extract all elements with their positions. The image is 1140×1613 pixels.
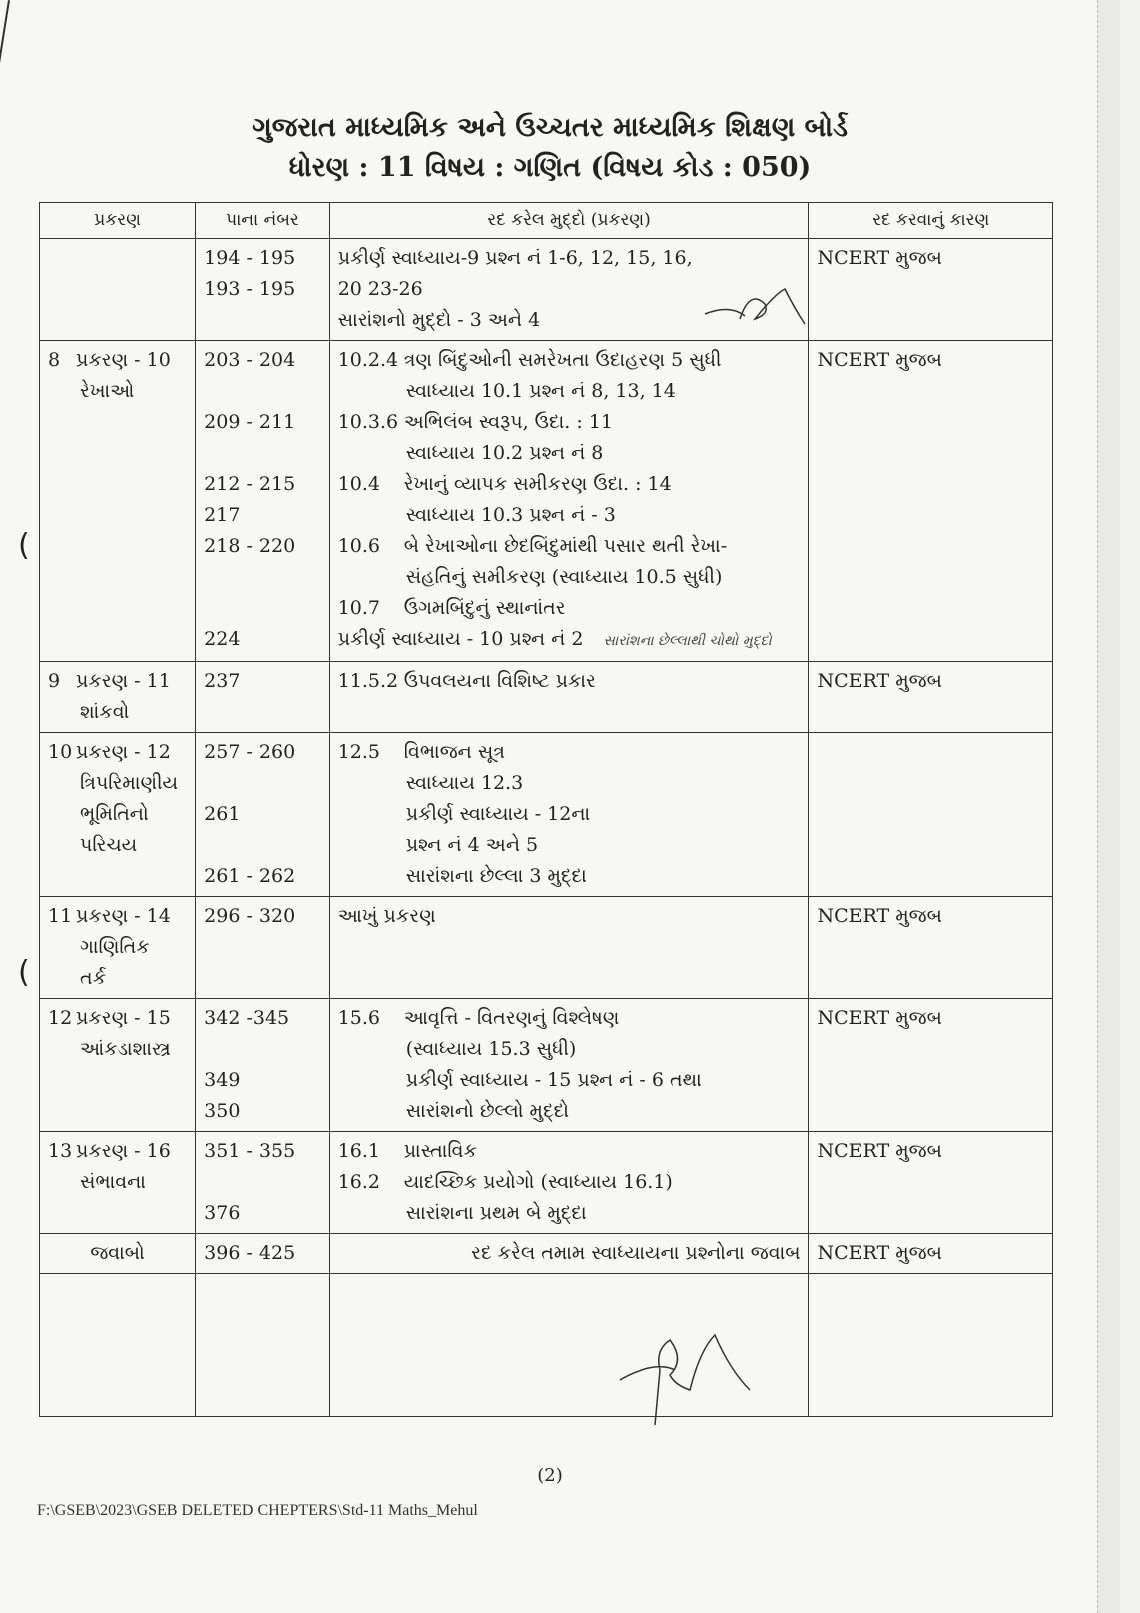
col-header-page-number: પાના નંબર xyxy=(196,203,330,239)
topic-text: સારાંશના પ્રથમ બે મુદ્દા xyxy=(405,1202,587,1224)
section-number: 15.6 xyxy=(337,1007,381,1029)
section-number: 10.3.6 xyxy=(337,411,399,433)
reason-cell: NCERT મુજબ xyxy=(809,341,1053,662)
signature-row xyxy=(40,1274,1053,1417)
chapter-title: પ્રકરણ - 15 xyxy=(76,1007,171,1029)
scan-edge xyxy=(1097,0,1120,1613)
pages-cell xyxy=(196,1132,330,1234)
chapter-name: રેખાઓ xyxy=(80,380,135,402)
col-header-deleted-topic: રદ કરેલ મુદ્દો (પ્રકરણ) xyxy=(329,203,809,239)
topic-line: 20 23-26 xyxy=(337,278,423,300)
page-range: 351 - 355 xyxy=(204,1140,296,1162)
chapter-cell xyxy=(40,662,196,733)
topic-text: સ્વાધ્યાય 10.1 પ્રશ્ન નં 8, 13, 14 xyxy=(405,380,676,402)
topic-text: (સ્વાધ્યાય 15.3 સુધી) xyxy=(405,1038,577,1060)
points-cell xyxy=(329,662,809,733)
topic-text: પ્રકીર્ણ સ્વાધ્યાય - 15 પ્રશ્ન નં - 6 તથા xyxy=(405,1069,702,1091)
punch-hole-mark: ( xyxy=(18,955,30,990)
page-range: 350 xyxy=(204,1100,241,1122)
table-row xyxy=(40,662,1053,733)
points-cell: રદ કરેલ તમામ સ્વાધ્યાયના પ્રશ્નોના જવાબ xyxy=(329,1234,809,1274)
page-range: 349 xyxy=(204,1069,241,1091)
page-range: 218 - 220 xyxy=(204,535,296,557)
chapter-name: તર્ક xyxy=(80,967,107,989)
points-cell xyxy=(329,897,809,999)
topic-text: આખું પ્રકરણ xyxy=(337,905,436,927)
reason-cell: NCERT મુજબ xyxy=(809,662,1053,733)
chapter-name: પરિચય xyxy=(80,834,138,856)
reason-cell: NCERT મુજબ xyxy=(809,999,1053,1132)
pages-cell xyxy=(196,897,330,999)
handwritten-note: સારાંશના છેલ્લાથી ચોથો મુદ્દો xyxy=(603,633,772,649)
page-range: 217 xyxy=(204,504,241,526)
topic-text: પ્રકીર્ણ સ્વાધ્યાય - 10 પ્રશ્ન નં 2 xyxy=(337,628,584,650)
page-range: 261 xyxy=(204,803,241,825)
topic-text: વિભાજન સૂત્ર xyxy=(403,741,505,763)
table-row xyxy=(40,1132,1053,1234)
table-row xyxy=(40,999,1053,1132)
reason-cell xyxy=(809,733,1053,897)
chapter-number: 13 xyxy=(48,1140,73,1162)
topic-text: સંહતિનું સમીકરણ (સ્વાધ્યાય 10.5 સુધી) xyxy=(405,566,723,588)
page-range: 261 - 262 xyxy=(204,865,296,887)
points-cell xyxy=(329,1132,809,1234)
topic-text: આવૃત્તિ - વિતરણનું વિશ્લેષણ xyxy=(403,1007,620,1029)
pages-cell xyxy=(196,341,330,662)
page-range: 342 -345 xyxy=(204,1007,290,1029)
page-range: 296 - 320 xyxy=(204,905,296,927)
chapter-cell xyxy=(40,733,196,897)
chapter-name: ગાણિતિક xyxy=(80,936,150,958)
chapter-name: ત્રિપરિમાણીય xyxy=(80,772,179,794)
chapter-name: સંભાવના xyxy=(80,1171,146,1193)
chapter-title: પ્રકરણ - 16 xyxy=(76,1140,171,1162)
topic-text: પ્રકીર્ણ સ્વાધ્યાય - 12ના xyxy=(405,803,591,825)
reason-cell: NCERT મુજબ xyxy=(809,1132,1053,1234)
topic-text: પ્રાસ્તાવિક xyxy=(403,1140,477,1162)
topic-text: સારાંશનો છેલ્લો મુદ્દો xyxy=(405,1100,569,1122)
page-range: 237 xyxy=(204,670,241,692)
table-header-row xyxy=(40,203,1053,239)
chapter-cell xyxy=(40,239,196,341)
signature-icon xyxy=(615,1330,775,1440)
section-number: 16.2 xyxy=(337,1171,381,1193)
pages-cell xyxy=(196,733,330,897)
chapter-name: આંકડાશાસ્ત્ર xyxy=(80,1038,171,1060)
board-title: ગુજરાત માધ્યમિક અને ઉચ્ચતર માધ્યમિક શિક્ષણ બોર્ડ xyxy=(252,112,848,143)
chapter-number: 11 xyxy=(48,905,73,927)
topic-text: સારાંશના છેલ્લા 3 મુદ્દા xyxy=(405,865,587,887)
pages-cell xyxy=(196,662,330,733)
chapter-name: શાંકવો xyxy=(80,701,130,723)
topic-text: અભિલંબ સ્વરૂપ, ઉદા. : 11 xyxy=(403,411,613,433)
chapter-title: પ્રકરણ - 11 xyxy=(76,670,171,692)
section-number: 11.5.2 xyxy=(337,670,399,692)
table-row xyxy=(40,897,1053,999)
chapter-number: 10 xyxy=(48,741,73,763)
section-number: 10.6 xyxy=(337,535,381,557)
topic-text: સ્વાધ્યાય 12.3 xyxy=(405,772,524,794)
chapter-cell xyxy=(40,1132,196,1234)
signature-icon xyxy=(700,284,810,334)
page-range: 376 xyxy=(204,1202,241,1224)
page-number: (2) xyxy=(537,1465,563,1486)
chapter-cell xyxy=(40,999,196,1132)
section-number: 10.7 xyxy=(337,597,381,619)
topic-text: બે રેખાઓના છેદબિંદુમાંથી પસાર થતી રેખા- xyxy=(403,535,728,557)
table-row xyxy=(40,239,1053,341)
col-header-chapter: પ્રકરણ xyxy=(40,203,196,239)
page-range: 193 - 195 xyxy=(204,278,296,300)
page-range: 194 - 195 xyxy=(204,247,296,269)
points-cell xyxy=(329,733,809,897)
section-number: 10.4 xyxy=(337,473,381,495)
topic-text: પ્રશ્ન નં 4 અને 5 xyxy=(405,834,539,856)
table-row xyxy=(40,1234,1053,1274)
pages-cell xyxy=(196,239,330,341)
reason-cell: NCERT મુજબ xyxy=(809,1234,1053,1274)
topic-text: ઉપવલયના વિશિષ્ટ પ્રકાર xyxy=(403,670,596,692)
section-number: 16.1 xyxy=(337,1140,381,1162)
subject-subtitle: ધોરણ : 11 વિષય : ગણિત (વિષય કોડ : 050) xyxy=(288,152,812,183)
page-range: 257 - 260 xyxy=(204,741,296,763)
topic-text: સ્વાધ્યાય 10.2 પ્રશ્ન નં 8 xyxy=(405,442,604,464)
reason-cell: NCERT મુજબ xyxy=(809,239,1053,341)
table-row xyxy=(40,733,1053,897)
pages-cell xyxy=(196,999,330,1132)
col-header-reason: રદ કરવાનું કારણ xyxy=(809,203,1053,239)
topic-text: ત્રણ બિંદુઓની સમરેખતા ઉદાહરણ 5 સુધી xyxy=(403,349,722,371)
page-range: 209 - 211 xyxy=(204,411,296,433)
points-cell xyxy=(329,341,809,662)
deleted-topics-table xyxy=(39,202,1053,1417)
chapter-number: 12 xyxy=(48,1007,73,1029)
chapter-cell: જવાબો xyxy=(40,1234,196,1274)
reason-cell: NCERT મુજબ xyxy=(809,897,1053,999)
section-number: 10.2.4 xyxy=(337,349,399,371)
section-number: 12.5 xyxy=(337,741,381,763)
topic-text: રેખાનું વ્યાપક સમીકરણ ઉદા. : 14 xyxy=(403,473,672,495)
topic-text: યાદચ્છિક પ્રયોગો (સ્વાધ્યાય 16.1) xyxy=(403,1171,673,1193)
page-range: 224 xyxy=(204,628,241,650)
chapter-cell xyxy=(40,341,196,662)
points-cell xyxy=(329,999,809,1132)
topic-line: સારાંશનો મુદ્દો - 3 અને 4 xyxy=(337,309,541,331)
table-row xyxy=(40,341,1053,662)
chapter-cell xyxy=(40,897,196,999)
topic-text: સ્વાધ્યાય 10.3 પ્રશ્ન નં - 3 xyxy=(405,504,616,526)
topic-line: પ્રકીર્ણ સ્વાધ્યાય-9 પ્રશ્ન નં 1-6, 12, 15, 16, xyxy=(337,247,693,269)
chapter-title: પ્રકરણ - 14 xyxy=(76,905,171,927)
pages-cell: 396 - 425 xyxy=(196,1234,330,1274)
chapter-number: 9 xyxy=(48,670,61,692)
chapter-name: ભૂમિતિનો xyxy=(80,803,149,825)
chapter-title: પ્રકરણ - 12 xyxy=(76,741,171,763)
page-range: 212 - 215 xyxy=(204,473,296,495)
chapter-title: પ્રકરણ - 10 xyxy=(76,349,171,371)
topic-text: ઉગમબિંદુનું સ્થાનાંતર xyxy=(403,597,566,619)
punch-hole-mark: ( xyxy=(18,528,30,563)
file-path-footer: F:\GSEB\2023\GSEB DELETED CHEPTERS\Std-11 Maths_Mehul xyxy=(37,1502,478,1519)
chapter-number: 8 xyxy=(48,349,61,371)
page-range: 203 - 204 xyxy=(204,349,296,371)
